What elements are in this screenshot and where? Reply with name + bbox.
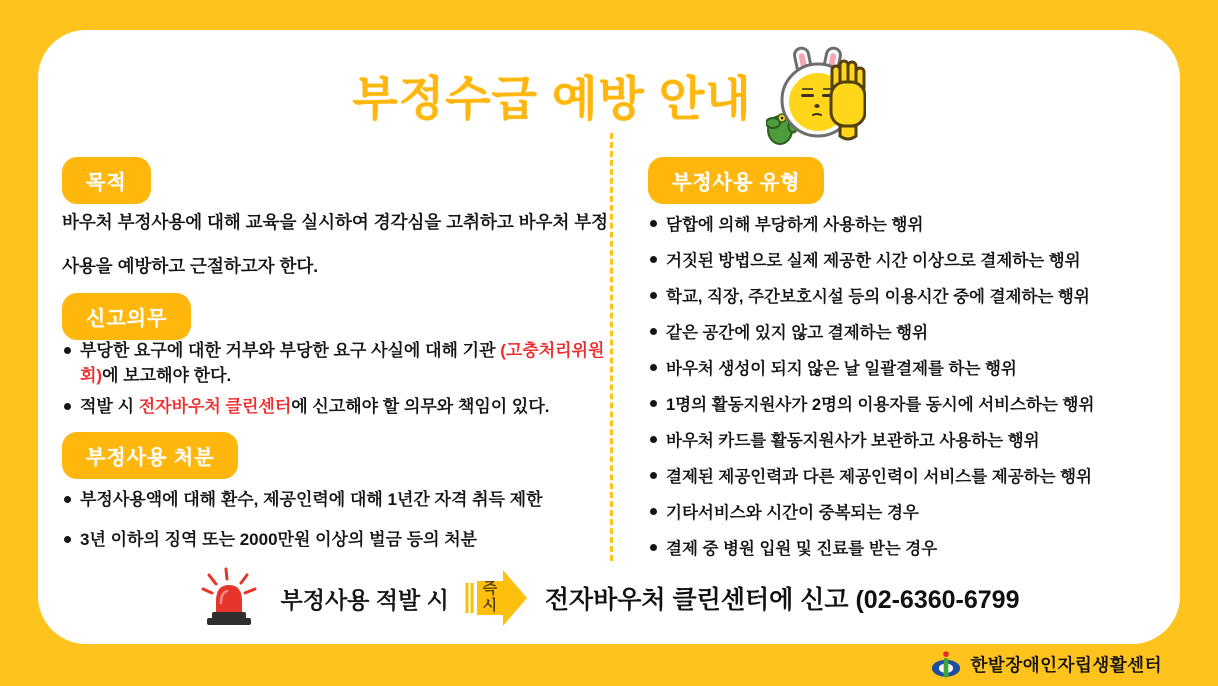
section-badge-penalty: 부정사용 처분 — [62, 432, 238, 479]
bullet-dot — [650, 292, 657, 299]
bullet-dot — [650, 544, 657, 551]
footer-organization — [930, 650, 1162, 679]
siren-icon — [199, 567, 265, 629]
list-item — [648, 349, 1176, 385]
penalty-item: 부정사용액에 대해 환수, 제공인력에 대해 1년간 자격 취득 제한 — [80, 490, 543, 509]
list-item — [648, 241, 1176, 277]
bullet-dot — [650, 364, 657, 371]
title-row — [0, 40, 1218, 150]
report-duty-list — [62, 338, 618, 419]
penalty-item: 3년 이하의 징역 또는 2000만원 이상의 벌금 등의 처분 — [80, 530, 478, 549]
purpose-text: 바우처 부정사용에 대해 교육을 실시하여 경각심을 고취하고 바우처 부정사용을 예방하고 근절하고자 한다. — [62, 212, 609, 276]
report-duty-item-2-tail: 에 신고해야 할 의무와 책임이 있다. — [291, 397, 550, 416]
bullet-dot — [64, 496, 71, 503]
list-item — [648, 421, 1176, 457]
bullet-dot — [64, 347, 71, 354]
report-duty-item-2-highlight: 전자바우처 클린센터 — [138, 397, 292, 416]
bullet-dot — [650, 256, 657, 263]
page-title: 부정수급 예방 안내 — [352, 71, 752, 125]
misuse-types-list — [648, 205, 1176, 565]
bullet-dot — [650, 508, 657, 515]
list-item — [648, 493, 1176, 529]
section-badge-misuse-types: 부정사용 유형 — [648, 157, 824, 204]
org-name: 한밭장애인자립생활센터 — [970, 655, 1162, 675]
org-logo-icon — [930, 650, 962, 679]
misuse-type-item: 결제 중 병원 입원 및 진료를 받는 경우 — [666, 540, 938, 558]
bullet-dot — [650, 436, 657, 443]
list-item — [648, 277, 1176, 313]
misuse-type-item: 바우처 카드를 활동지원사가 보관하고 사용하는 행위 — [666, 432, 1040, 450]
list-item — [648, 385, 1176, 421]
section-badge-report-duty: 신고의무 — [62, 293, 191, 340]
report-banner — [0, 562, 1218, 634]
bullet-dot — [64, 536, 71, 543]
bullet-dot — [650, 220, 657, 227]
list-item — [648, 205, 1176, 241]
misuse-type-item: 바우처 생성이 되지 않은 날 일괄결제를 하는 행위 — [666, 360, 1017, 378]
arrow-text — [478, 580, 502, 614]
arrow-text-bottom: 시 — [482, 597, 498, 614]
section-badge-purpose: 목적 — [62, 157, 151, 204]
report-duty-item-2 — [80, 394, 550, 419]
misuse-type-item: 결제된 제공인력과 다른 제공인력이 서비스를 제공하는 행위 — [666, 468, 1092, 486]
arrow-text-top: 즉 — [482, 580, 498, 597]
list-item — [648, 313, 1176, 349]
immediately-arrow — [465, 567, 529, 629]
list-item — [62, 488, 618, 512]
banner-label: 부정사용 적발 시 — [280, 586, 449, 613]
report-duty-item-1-tail: 에 보고해야 한다. — [102, 366, 232, 385]
report-duty-item-2-text: 적발 시 — [80, 397, 139, 416]
list-item — [648, 529, 1176, 565]
banner-report-text: 전자바우처 클린센터에 신고 (02-6360-6799 — [544, 586, 1020, 614]
bullet-dot — [650, 400, 657, 407]
misuse-type-item: 같은 공간에 있지 않고 결제하는 행위 — [666, 324, 929, 342]
report-duty-item-1-text: 부당한 요구에 대한 거부와 부당한 요구 사실에 대해 기관 — [80, 341, 501, 360]
list-item — [62, 338, 618, 388]
kakao-muzi-stop-icon — [766, 46, 866, 148]
report-duty-item-1-highlight: (고충처리위원회) — [80, 341, 605, 385]
misuse-type-item: 담합에 의해 부당하게 사용하는 행위 — [666, 216, 924, 234]
bullet-dot — [650, 328, 657, 335]
misuse-type-item: 기타서비스와 시간이 중복되는 경우 — [666, 504, 919, 522]
list-item — [62, 528, 618, 552]
misuse-type-item: 1명의 활동지원사가 2명의 이용자를 동시에 서비스하는 행위 — [666, 396, 1095, 414]
list-item — [62, 394, 618, 419]
list-item — [648, 457, 1176, 493]
penalty-list — [62, 488, 618, 568]
bullet-dot — [650, 472, 657, 479]
report-duty-item-1 — [80, 338, 618, 388]
misuse-type-item: 학교, 직장, 주간보호시설 등의 이용시간 중에 결제하는 행위 — [666, 288, 1090, 306]
misuse-type-item: 거짓된 방법으로 실제 제공한 시간 이상으로 결제하는 행위 — [666, 252, 1081, 270]
bullet-dot — [64, 403, 71, 410]
